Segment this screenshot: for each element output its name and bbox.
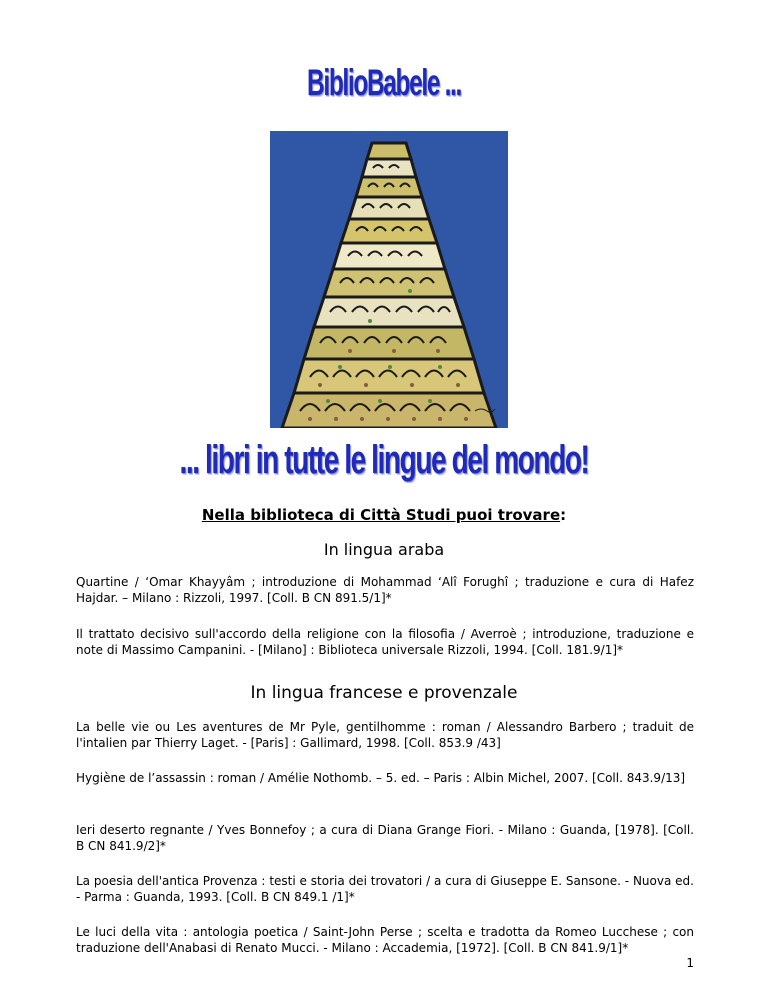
page-number: 1 <box>686 956 694 970</box>
page-title: BiblioBabele ... <box>307 62 461 103</box>
catalog-entry: Le luci della vita : antologia poetica / Saint-John Perse ; scelta e tradotta da Romeo Lucchese ; con traduzione dell'Anabasi di Renato Mucci. - Milano : Accademia, [1972]. [Coll. B CN 841.9/1]* <box>76 925 694 955</box>
page-subtitle: ... libri in tutte le lingue del mondo! <box>179 438 589 482</box>
section-heading-arabic: In lingua araba <box>323 540 445 559</box>
intro-suffix: : <box>560 506 567 524</box>
catalog-entry: La belle vie ou Les aventures de Mr Pyle, gentilhomme : roman / Alessandro Barbero ; traduit de l'intalien par Thierry Laget. - [Paris] : Gallimard, 1998. [Coll. 853.9 /43] <box>76 720 694 750</box>
section-heading-french-provencal: In lingua francese e provenzale <box>250 683 518 703</box>
intro-line <box>0 506 768 524</box>
intro-text: Nella biblioteca di Città Studi puoi trovare <box>201 506 561 524</box>
catalog-entry: Quartine / ‘Omar Khayyâm ; introduzione di Mohammad ‘Alî Forughî ; traduzione e cura di Hafez Hajdar. – Milano : Rizzoli, 1997. [Coll. B CN 891.5/1]* <box>76 575 694 605</box>
catalog-entry: Ieri deserto regnante / Yves Bonnefoy ; a cura di Diana Grange Fiori. - Milano : Guanda, [1978]. [Coll. B CN 841.9/2]* <box>76 823 694 853</box>
catalog-entry: Il trattato decisivo sull'accordo della religione con la filosofia / Averroè ; introduzione, traduzione e note di Massimo Campanini. - [Milano] : Biblioteca universale Rizzoli, 1994. [Coll. 181.9/1]* <box>76 627 694 657</box>
tower-of-babel-illustration <box>270 131 508 428</box>
catalog-entry: La poesia dell'antica Provenza : testi e storia dei trovatori / a cura di Giuseppe E. Sansone. - Nuova ed. - Parma : Guanda, 1993. [Coll. B CN 849.1 /1]* <box>76 874 694 904</box>
catalog-entry: Hygiène de l’assassin : roman / Amélie Nothomb. – 5. ed. – Paris : Albin Michel, 2007. [Coll. 843.9/13] <box>76 771 686 785</box>
